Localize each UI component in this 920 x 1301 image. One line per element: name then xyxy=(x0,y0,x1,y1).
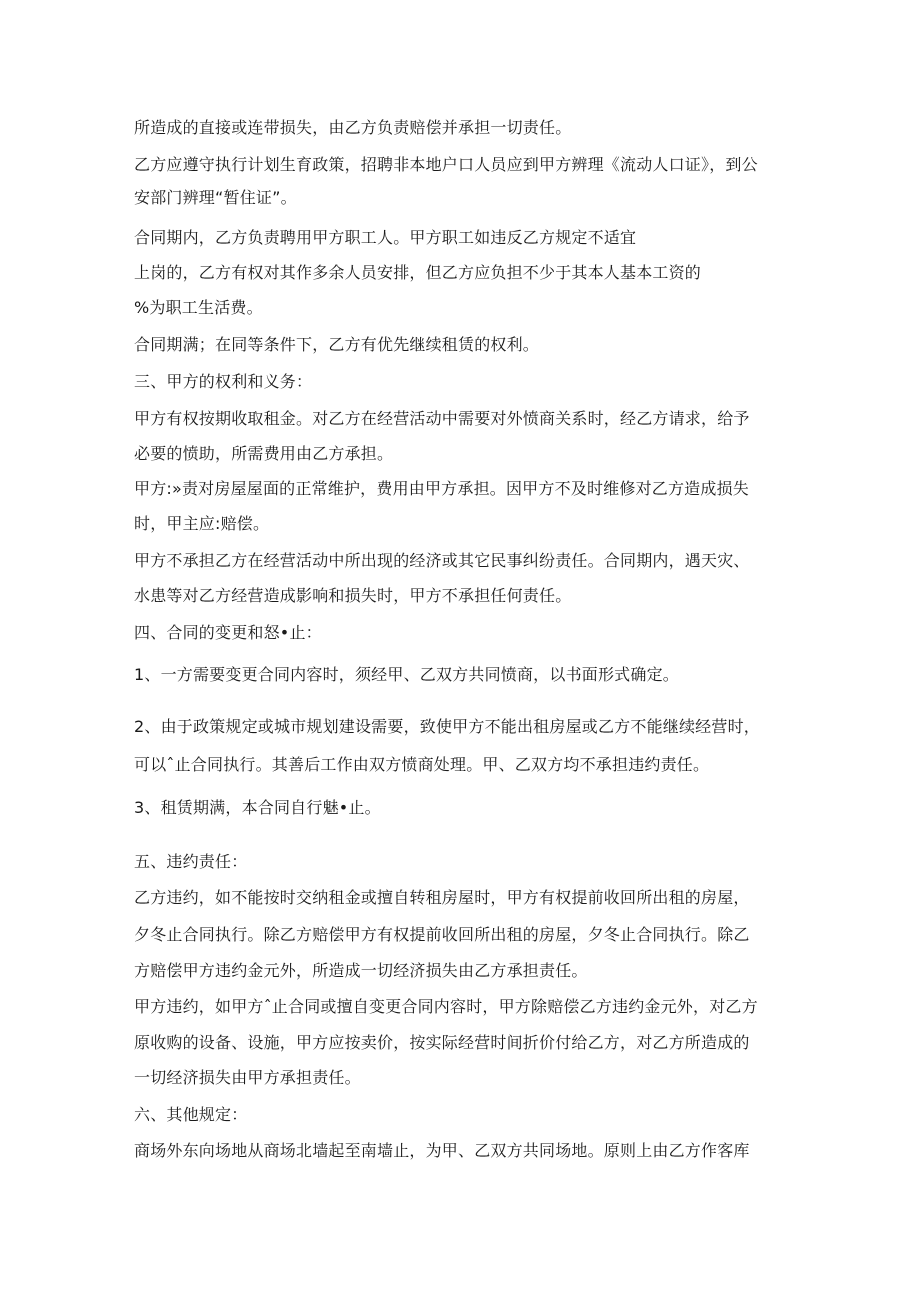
text-line: 甲方有权按期收取租金。对乙方在经营活动中需要对外愤商关系时，经乙方请求，给予 xyxy=(134,409,750,428)
text-line: 甲方不承担乙方在经营活动中所出现的经济或其它民事纠纷责任。合同期内，遇天灾、 xyxy=(134,551,750,570)
text-line: 乙方应遵守执行计划生育政策，招聘非本地户口人员应到甲方辨理《流动人口证》，到公 xyxy=(134,155,758,174)
text-line: 合同期内，乙方负责聘用甲方职工人。甲方职工如违反乙方规定不适宜 xyxy=(134,228,637,247)
text-line: 必要的愤助，所需费用由乙方承担。 xyxy=(134,444,394,463)
text-line: 合同期满；在同等条件下，乙方有优先继续租赁的权利。 xyxy=(134,335,540,354)
text-line: 所造成的直接或连带损失，由乙方负责赔偿并承担一切责任。 xyxy=(134,118,572,137)
text-line: 上岗的，乙方有权对其作多余人员安排，但乙方应负担不少于其本人基本工资的 xyxy=(134,263,702,282)
section-heading: 五、违约责任： xyxy=(134,852,248,871)
text-line: %为职工生活费。 xyxy=(134,298,263,317)
text-line: 甲方:»责对房屋屋面的正常维护，费用由甲方承担。因甲方不及时维修对乙方造成损失 xyxy=(134,479,749,498)
text-line: 1、一方需要变更合同内容时，须经甲、乙双方共同愤商，以书面形式确定。 xyxy=(134,665,679,684)
text-line: 2、由于政策规定或城市规划建设需要，致使甲方不能出租房屋或乙方不能继续经营时， xyxy=(134,717,760,736)
section-heading: 六、其他规定： xyxy=(134,1105,248,1124)
text-line: 时，甲主应:赔偿。 xyxy=(134,514,270,533)
text-line: 3、租赁期满，本合同自行魅•止。 xyxy=(134,798,381,817)
text-line: 乙方违约，如不能按时交纳租金或擅自转租房屋时，甲方有权提前收回所出租的房屋， xyxy=(134,888,750,907)
section-heading: 三、甲方的权利和义务： xyxy=(134,372,313,391)
text-line: 方赔偿甲方违约金元外，所造成一切经济损失由乙方承担责任。 xyxy=(134,961,588,980)
section-heading: 四、合同的变更和怒•止： xyxy=(134,623,322,642)
text-line: 一切经济损失由甲方承担责任。 xyxy=(134,1068,361,1087)
text-line: 可以ˆ止合同执行。其善后工作由双方愤商处理。甲、乙双方均不承担违约责任。 xyxy=(134,755,710,774)
text-line: 水患等对乙方经营造成影响和损失时，甲方不承担任何责任。 xyxy=(134,586,572,605)
text-line: 安部门辨理“暂住证”。 xyxy=(134,188,297,207)
text-line: 原收购的设备、设施，甲方应按卖价，按实际经营时间折价付给乙方，对乙方所造成的 xyxy=(134,1033,750,1052)
text-line: 夕冬止合同执行。除乙方赔偿甲方有权提前收回所出租的房屋，夕冬止合同执行。除乙 xyxy=(134,925,750,944)
text-line: 甲方违约，如甲方ˆ止合同或擅自变更合同内容时，甲方除赔偿乙方违约金元外，对乙方 xyxy=(134,997,758,1016)
text-line: 商场外东向场地从商场北墙起至南墙止，为甲、乙双方共同场地。原则上由乙方作客库 xyxy=(134,1141,750,1160)
